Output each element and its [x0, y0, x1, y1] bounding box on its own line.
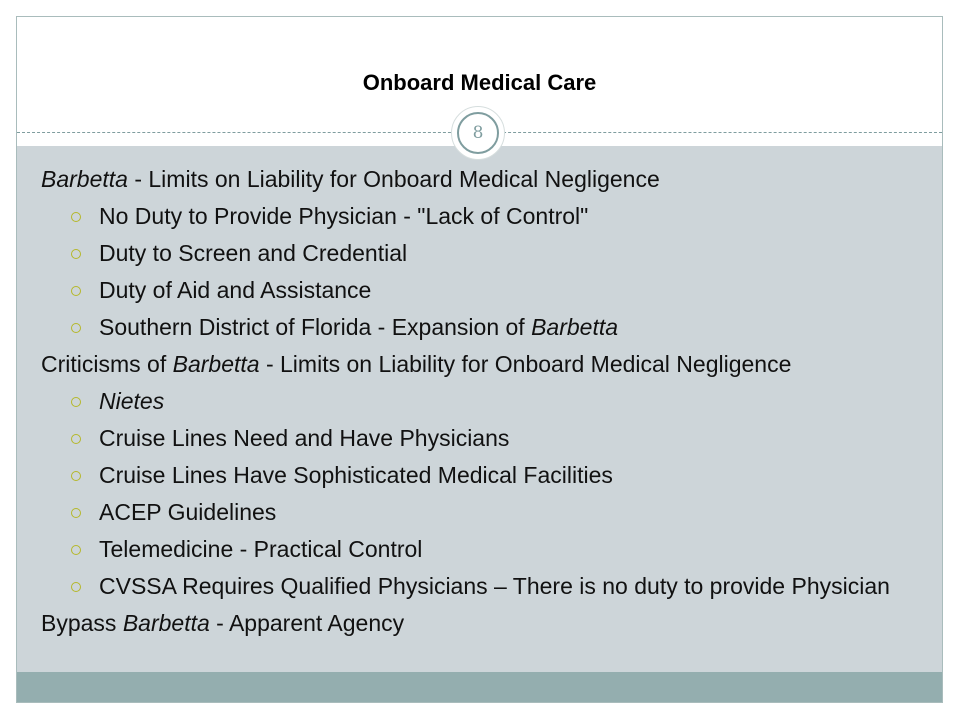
bullet-text: - Limits on Liability for Onboard Medical Negligence [127, 166, 660, 192]
bullet-text: No Duty to Provide Physician - "Lack of Control" [99, 203, 589, 229]
sub-bullet-item [41, 572, 921, 600]
sub-bullet-item [41, 387, 921, 415]
sub-bullet-item [41, 313, 921, 341]
circle-bullet-icon [71, 249, 81, 259]
bullet-text: Duty to Screen and Credential [99, 240, 408, 266]
slide-title: Onboard Medical Care [362, 70, 597, 95]
bullet-text: Barbetta [531, 314, 619, 340]
sub-bullet-item [41, 535, 921, 563]
bullet-item [41, 165, 921, 193]
sub-bullet-item [41, 276, 921, 304]
bullet-text: Barbetta [122, 610, 210, 636]
bullet-item [41, 609, 921, 637]
page-number: 8 [457, 112, 499, 154]
bullet-text: Duty of Aid and Assistance [99, 277, 372, 303]
sub-bullet-item [41, 239, 921, 267]
bullet-text: Southern District of Florida - Expansion of [99, 314, 532, 340]
circle-bullet-icon [71, 545, 81, 555]
circle-bullet-icon [71, 212, 81, 222]
bullet-text: Cruise Lines Need and Have Physicians [99, 425, 510, 451]
bullet-text: Nietes [99, 388, 165, 414]
sub-bullet-item [41, 424, 921, 452]
bullet-text: - Apparent Agency [209, 610, 405, 636]
circle-bullet-icon [71, 397, 81, 407]
circle-bullet-icon [71, 582, 81, 592]
bullet-item [41, 350, 921, 378]
bullet-text: CVSSA Requires Qualified Physicians – There is no duty to provide Physician [99, 573, 890, 599]
bullet-text: Barbetta [41, 166, 128, 192]
bullet-text: Bypass [41, 610, 123, 636]
bullet-text: - Limits on Liability for Onboard Medical Negligence [259, 351, 792, 377]
bullet-text: Telemedicine - Practical Control [99, 536, 423, 562]
circle-bullet-icon [71, 286, 81, 296]
sub-bullet-item [41, 202, 921, 230]
circle-bullet-icon [71, 323, 81, 333]
footer-bar [17, 672, 942, 702]
circle-bullet-icon [71, 508, 81, 518]
sub-bullet-item [41, 461, 921, 489]
circle-bullet-icon [71, 434, 81, 444]
bullet-text: Cruise Lines Have Sophisticated Medical Facilities [99, 462, 613, 488]
sub-bullet-item [41, 498, 921, 526]
page-number-badge [451, 106, 505, 160]
circle-bullet-icon [71, 471, 81, 481]
bullet-text: ACEP Guidelines [99, 499, 277, 525]
bullet-text: Barbetta [172, 351, 260, 377]
bullet-text: Criticisms of [41, 351, 173, 377]
bullet-list [41, 165, 921, 637]
